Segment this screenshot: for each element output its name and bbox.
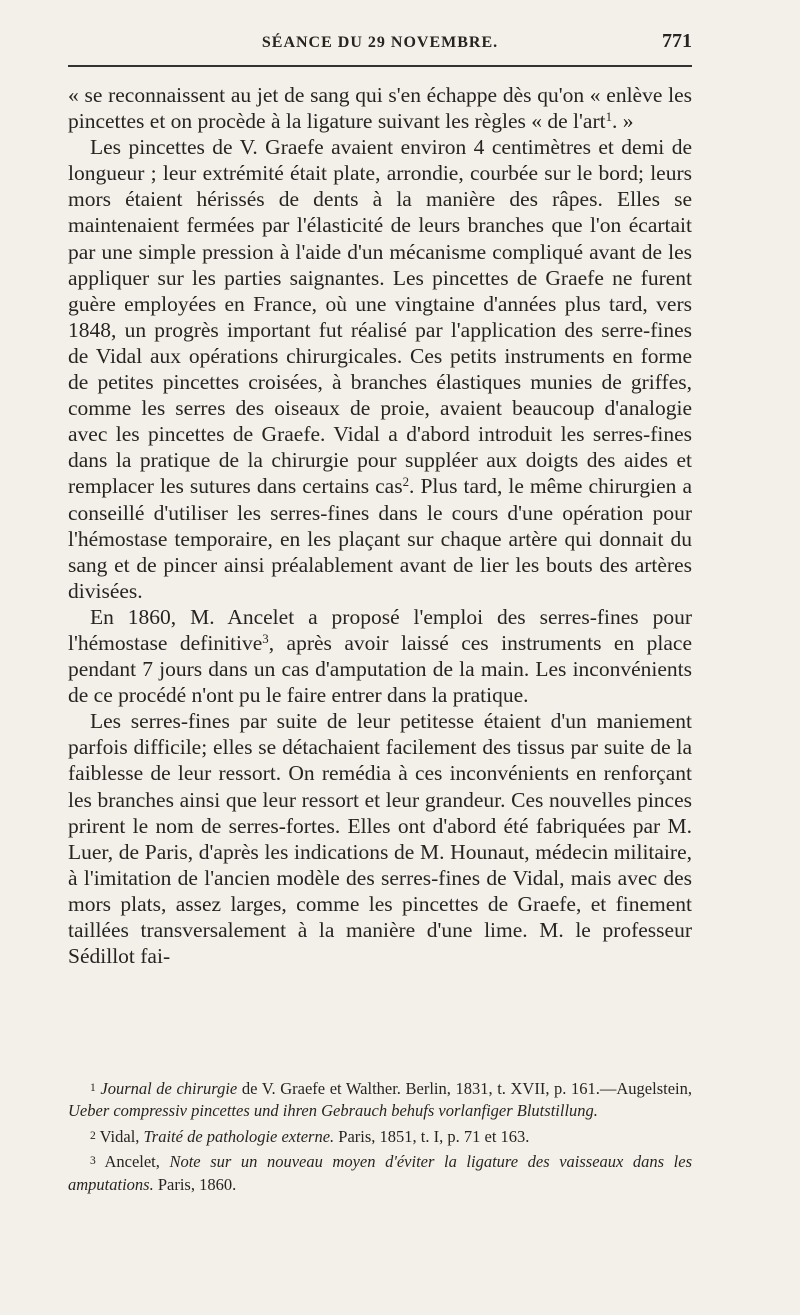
paragraph-text: « se reconnaissent au jet de sang qui s'en échappe dès qu'on « enlève les pincettes et on procède à la ligature suivant les règles « de l'art — [68, 83, 692, 134]
footnote-number: 2 — [90, 1129, 96, 1142]
footnote-ref: 2 — [402, 475, 410, 490]
paragraph-text: Les serres-fines par suite de leur petitesse étaient d'un maniement parfois difficile; elles se détachaient facilement des tissus par suite de la faiblesse de leur ressort. On remédia à ces inconvénients en renforçant les branches ainsi que leur ressort et leur grandeur. Ces nouvelles pinces prirent le nom de serres-fortes. Elles ont d'abord été fabriquées par M. Luer, de Paris, d'après les indications de M. Hounaut, médecin militaire, à l'imitation de l'ancien modèle des serres-fines de Vidal, mais avec des mors plats, assez larges, comme les pincettes de Graefe, et finement taillées transversalement à la manière d'une lime. M. le professeur Sédillot fai- — [68, 709, 692, 969]
footnote-ref: 1 — [605, 110, 613, 124]
paragraph-text: , après avoir laissé ces instruments en place pendant 7 jours dans un cas d'amputation de la main. Les inconvénients de ce procédé n'ont pu le faire entrer dans la pratique. — [68, 630, 692, 708]
footnote-number: 1 — [90, 1082, 96, 1094]
footnote-text: de V. Graefe et Walther. Berlin, 1831, t. XVII, p. 161.—Augelstein, — [237, 1078, 692, 1098]
paragraph-text: En 1860, M. Ancelet a proposé l'emploi des serres-fines pour l'hémostase definitive — [68, 604, 692, 655]
footnote-2 — [68, 1125, 692, 1148]
footnote-title: Ueber compressiv pincettes und ihren Gebrauch behufs vorlanfiger Blutstillung. — [68, 1101, 598, 1121]
footnote-ref: 3 — [262, 631, 269, 646]
footnote-title: Journal de chirurgie — [100, 1078, 238, 1098]
paragraph-text: . » — [612, 109, 634, 134]
page-number: 771 — [662, 30, 692, 52]
paragraph-text: Les pincettes de V. Graefe avaient environ 4 centimètres et demi de longueur ; leur extrémité était plate, arrondie, courbée sur le bord; leurs mors étaient hérissés de dents à la manière des râpes. Elles se maintenaient fermées par l'élasticité de leurs branches que l'on écartait par une simple pression à l'aide d'un mécanisme compliqué avant de les appliquer sur les parties saignantes. Les pincettes de Graefe ne furent guère employées en France, où une vingtaine d'années plus tard, vers 1848, un progrès important fut réalisé par l'application des serre-fines de Vidal aux opérations chirurgicales. Ces petits instruments en forme de petites pincettes croisées, à branches élastiques munies de griffes, comme les serres des oiseaux de proie, avaient beaucoup d'analogie avec les pincettes de Graefe. Vidal a d'abord introduit les serres-fines dans la pratique de la chirurgie pour suppléer aux doigts des aides et remplacer les sutures dans certains cas — [68, 135, 692, 499]
footnote-text: Ancelet, — [104, 1152, 170, 1172]
paragraph-ancelet — [68, 604, 692, 708]
body-text — [68, 82, 692, 969]
footnotes — [68, 1077, 692, 1198]
footnote-number: 3 — [90, 1155, 96, 1168]
footnote-text: Vidal, — [99, 1126, 144, 1146]
header-rule — [68, 65, 692, 67]
paragraph-quote-end — [68, 82, 692, 134]
footnote-text: Paris, 1851, t. I, p. 71 et 163. — [334, 1126, 530, 1146]
paragraph-graefe — [68, 134, 692, 604]
footnote-title: Note sur un nouveau moyen d'éviter la ligature des vaisseaux dans les amputations. — [68, 1152, 692, 1194]
footnote-3 — [68, 1150, 692, 1196]
paragraph-text: . Plus tard, le même chirurgien a conseillé d'utiliser les serres-fines dans le cours d'une opération pour l'hémostase temporaire, en les plaçant sur chaque artère qui donnait du sang et de pincer ainsi préalablement avant de lier les bouts des artères divisées. — [68, 474, 692, 603]
footnote-text: Paris, 1860. — [153, 1174, 237, 1194]
running-title: SÉANCE DU 29 NOVEMBRE. — [261, 34, 499, 51]
running-head — [68, 24, 692, 64]
paragraph-serres-fortes — [68, 708, 692, 969]
footnote-1 — [68, 1077, 692, 1123]
footnote-title: Traité de pathologie externe. — [143, 1126, 335, 1146]
